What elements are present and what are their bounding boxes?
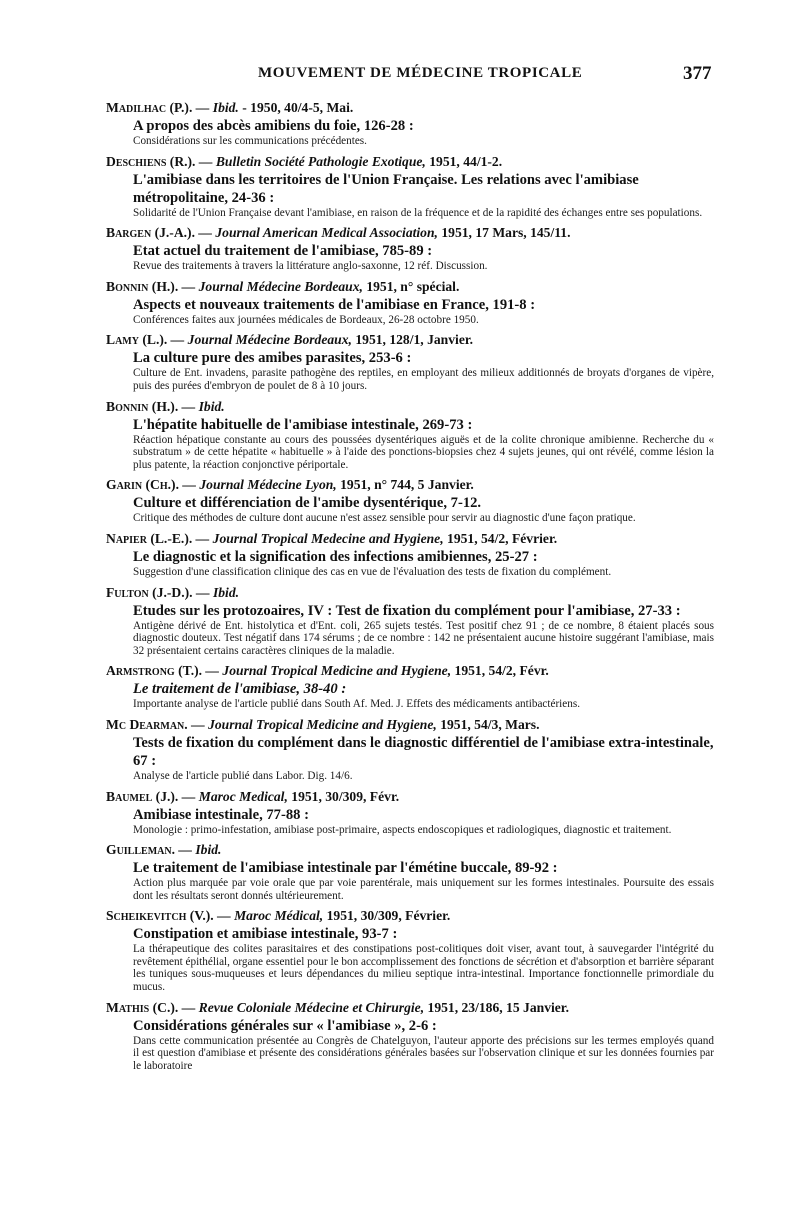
issue-reference: 1951, 128/1, Janvier. <box>355 332 474 348</box>
journal: — Revue Coloniale Médecine et Chirurgie, <box>181 999 425 1015</box>
author: Lamy (L.). <box>106 332 168 348</box>
bibliography-entry <box>106 529 714 579</box>
article-summary: Réaction hépatique constante au cours des poussées dysentériques aiguës et de la colite chronique amibienne. Recherche du « substratum » de cette hépatite « habituelle » à l'aide des ponctions-biopsies chez 4 sujets jeunes, qui ont révélé, comme lésion la plus patente, la réaction conjonctive périportale. <box>133 433 714 471</box>
citation-line <box>106 840 714 859</box>
article-title: Culture et différenciation de l'amibe dysentérique, 7-12. <box>133 495 482 512</box>
bibliography-entry <box>106 397 714 472</box>
issue-reference: 1951, 54/2, Févr. <box>454 663 549 679</box>
bibliography-entry <box>106 98 714 148</box>
article-title: Considérations générales sur « l'amibiase », 2-6 : <box>133 1017 437 1034</box>
citation-line <box>106 223 714 242</box>
article-title: Etudes sur les protozoaires, IV : Test de fixation du complément pour l'amibiase, 27-33 : <box>133 602 681 619</box>
author: Fulton (J.-D.). <box>106 584 193 600</box>
issue-reference: 1951, 54/3, Mars. <box>440 716 540 732</box>
journal: — Bulletin Société Pathologie Exotique, <box>198 153 426 169</box>
citation-line <box>106 715 714 734</box>
article-title: Tests de fixation du complément dans le diagnostic différentiel de l'amibiase extra-intestinale, 67 : <box>133 734 714 769</box>
citation-line <box>106 98 714 117</box>
article-title: Etat actuel du traitement de l'amibiase, 785-89 : <box>133 243 433 260</box>
citation-line <box>106 906 714 925</box>
issue-reference: 1951, n° 744, 5 Janvier. <box>340 477 474 493</box>
bibliography-entry <box>106 223 714 273</box>
bibliography-list <box>106 98 714 1076</box>
journal: — Journal Médecine Lyon, <box>182 477 337 493</box>
article-title: Le diagnostic et la signification des infections amibiennes, 25-27 : <box>133 548 538 565</box>
journal: — Ibid. <box>181 398 225 414</box>
issue-reference: 1951, 17 Mars, 145/11. <box>441 225 571 241</box>
issue-reference: 1951, n° spécial. <box>366 278 460 294</box>
author: Madilhac (P.). <box>106 100 193 115</box>
article-summary: Solidarité de l'Union Française devant l'amibiase, en raison de la fréquence et de la rapidité des échanges entre ses populations. <box>133 206 703 219</box>
journal: — Journal American Medical Association, <box>198 225 438 241</box>
citation-line <box>106 277 714 296</box>
article-title: Le traitement de l'amibiase intestinale par l'émétine buccale, 89-92 : <box>133 860 558 877</box>
journal: — Journal Tropical Medecine and Hygiene, <box>195 530 444 546</box>
citation-line <box>106 998 714 1017</box>
issue-reference: 1951, 30/309, Févr. <box>291 788 400 804</box>
bibliography-entry <box>106 330 714 392</box>
citation-line <box>106 529 714 548</box>
citation-line <box>106 787 714 806</box>
author: Bonnin (H.). <box>106 398 179 414</box>
citation-line <box>106 661 714 680</box>
article-summary: Culture de Ent. invadens, parasite pathogène des reptiles, en employant des milieux additionnés de broyats d'organes de vipère, puis des purées d'embryon de poulet de 8 à 10 jours. <box>133 367 714 392</box>
journal: — Maroc Medical, <box>181 788 288 804</box>
article-summary: Conférences faites aux journées médicales de Bordeaux, 26-28 octobre 1950. <box>133 313 479 326</box>
journal: — Ibid. <box>178 842 222 858</box>
article-summary: Critique des méthodes de culture dont aucune n'est assez sensible pour servir au diagnostic d'une façon pratique. <box>133 512 636 525</box>
bibliography-entry <box>106 787 714 837</box>
author: Scheikevitch (V.). <box>106 908 214 924</box>
citation-line <box>106 152 714 171</box>
author: Deschiens (R.). <box>106 153 196 169</box>
bibliography-entry <box>106 152 714 220</box>
article-title: Constipation et amibiase intestinale, 93-7 : <box>133 926 398 943</box>
bibliography-entry <box>106 277 714 327</box>
journal: — Journal Tropical Medicine and Hygiene, <box>205 663 452 679</box>
author: Bonnin (H.). <box>106 278 179 294</box>
article-summary: Monologie : primo-infestation, amibiase post-primaire, aspects endoscopiques et radiologiques, diagnostic et traitement. <box>133 823 672 836</box>
running-title: MOUVEMENT DE MÉDECINE TROPICALE <box>258 65 583 81</box>
article-summary: La thérapeutique des colites parasitaires et des constipations post-colitiques doit viser, avant tout, à sauvegarder l'intégrité du revêtement épithélial, organe essentiel pour le bon accomplissement des fonctions de sécrétion et d'absorption et barrière séparant les tuniques sous-muqueuses et leurs dépendances du milieu septique intra-intestinal. Importance fonctionnelle primordiale du mucus. <box>133 943 714 994</box>
article-title: Le traitement de l'amibiase, 38-40 : <box>133 681 347 698</box>
article-summary: Revue des traitements à travers la littérature anglo-saxonne, 12 réf. Discussion. <box>133 260 488 273</box>
article-title: Aspects et nouveaux traitements de l'amibiase en France, 191-8 : <box>133 296 536 313</box>
article-title: Amibiase intestinale, 77-88 : <box>133 806 309 823</box>
citation-line <box>106 583 714 602</box>
citation-line <box>106 397 714 416</box>
bibliography-entry <box>106 840 714 902</box>
journal: — Journal Tropical Medicine and Hygiene, <box>191 716 437 732</box>
journal: — Journal Médecine Bordeaux, <box>181 278 363 294</box>
bibliography-entry <box>106 475 714 525</box>
article-summary: Importante analyse de l'article publié dans South Af. Med. J. Effets des médicaments antibactériens. <box>133 698 581 711</box>
issue-reference: 1951, 54/2, Février. <box>447 530 558 546</box>
bibliography-entry <box>106 998 714 1073</box>
issue-reference: 1951, 44/1-2. <box>429 153 503 169</box>
issue-reference: - 1950, 40/4-5, Mai. <box>242 100 354 115</box>
author: Guilleman. <box>106 842 175 858</box>
author: Baumel (J.). <box>106 788 179 804</box>
bibliography-entry <box>106 715 714 783</box>
article-title: La culture pure des amibes parasites, 253-6 : <box>133 350 412 367</box>
citation-line <box>106 475 714 494</box>
article-summary: Dans cette communication présentée au Congrès de Chatelguyon, l'auteur apporte des précisions sur les termes employés quand il est question d'amibiase et présente des considérations générales basées sur l'observation clinique et sur les données fournies par le laboratoire <box>133 1034 714 1072</box>
article-summary: Considérations sur les communications précédentes. <box>133 135 367 147</box>
citation-line <box>106 330 714 349</box>
journal: — Journal Médecine Bordeaux, <box>170 332 352 348</box>
bibliography-entry <box>106 906 714 993</box>
article-summary: Action plus marquée par voie orale que par voie parentérale, mais uniquement sur les formes intestinales. Poursuite des essais dont les résultats seront donnés ultérieurement. <box>133 877 714 902</box>
journal: — Ibid. <box>195 100 239 115</box>
journal: — Ibid. <box>195 584 240 600</box>
issue-reference: 1951, 30/309, Février. <box>326 908 451 924</box>
article-summary: Analyse de l'article publié dans Labor. Dig. 14/6. <box>133 769 353 782</box>
author: Napier (L.-E.). <box>106 530 193 546</box>
article-summary: Antigène dérivé de Ent. histolytica et d'Ent. coli, 265 sujets testés. Test positif chez 91 ; de ce nombre, 8 étaient placés sous diagnostic douteux. Test négatif dans 174 sérums ; de ce nombre : 142 ne présentaient aucune histoire suggérant l'amibiase, mais 32 présentaient certains caractères cliniques de la maladie. <box>133 619 714 657</box>
article-title: L'amibiase dans les territoires de l'Union Française. Les relations avec l'amibiase métropolitaine, 24-36 : <box>133 171 639 206</box>
author: Garin (Ch.). <box>106 477 179 493</box>
article-summary: Suggestion d'une classification clinique des cas en vue de l'évaluation des tests de fixation du complément. <box>133 565 612 578</box>
bibliography-entry <box>106 661 714 711</box>
author: Bargen (J.-A.). <box>106 225 195 241</box>
page-header <box>0 63 800 87</box>
author: Armstrong (T.). <box>106 663 203 679</box>
issue-reference: 1951, 23/186, 15 Janvier. <box>427 999 569 1015</box>
article-title: A propos des abcès amibiens du foie, 126-28 : <box>133 118 414 134</box>
bibliography-entry <box>106 583 714 658</box>
journal: — Maroc Médical, <box>217 908 324 924</box>
article-title: L'hépatite habituelle de l'amibiase intestinale, 269-73 : <box>133 416 473 433</box>
author: Mathis (C.). <box>106 999 179 1015</box>
page-number: 377 <box>683 63 712 84</box>
author: Mc Dearman. <box>106 716 188 732</box>
